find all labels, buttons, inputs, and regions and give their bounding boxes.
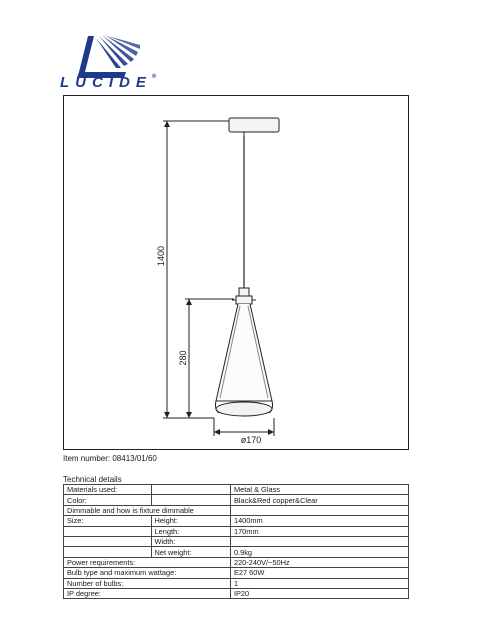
dim-label-total: 1400 [156, 245, 166, 267]
color-label: Color: [64, 495, 152, 505]
materials-label: Materials used: [64, 485, 152, 495]
ip-label: IP degree: [64, 588, 231, 598]
dim-label-shade: 280 [178, 350, 188, 366]
shade-bottom-ellipse [216, 402, 272, 416]
dim-label-diameter: ø170 [240, 435, 262, 445]
pendant-lamp-drawing [64, 96, 410, 451]
dimmable-label: Dimmable and how is fixture dimmable [64, 505, 231, 515]
materials-value: Metal & Glass [230, 485, 408, 495]
ceiling-canopy [229, 118, 279, 132]
power-value: 220-240V/~50Hz [230, 557, 408, 567]
table-row [64, 505, 409, 515]
color-value: Black&Red copper&Clear [230, 495, 408, 505]
cell-empty [64, 536, 152, 546]
arrow-total-bottom [164, 412, 170, 418]
arrow-shade-bottom [186, 412, 192, 418]
height-label: Height: [151, 516, 230, 526]
table-row [64, 557, 409, 567]
brand-name: LUCIDE [60, 74, 152, 91]
num-bulbs-value: 1 [230, 578, 408, 588]
registered-mark: ® [151, 74, 157, 80]
table-row [64, 568, 409, 578]
net-weight-value: 0.9kg [230, 547, 408, 557]
cell-empty [64, 547, 152, 557]
bulb-label: Bulb type and maximum wattage: [64, 568, 231, 578]
arrow-total-top [164, 121, 170, 127]
dimmable-value [230, 505, 408, 515]
width-label: Width: [151, 536, 230, 546]
length-value: 170mm [230, 526, 408, 536]
height-value: 1400mm [230, 516, 408, 526]
lamp-holder-top [239, 288, 249, 296]
net-weight-label: Net weight: [151, 547, 230, 557]
power-label: Power requirements: [64, 557, 231, 567]
technical-details-title: Technical details [63, 475, 122, 484]
arrow-diam-left [214, 429, 220, 435]
cell-empty [151, 495, 230, 505]
technical-details-table [63, 484, 409, 599]
width-value [230, 536, 408, 546]
technical-drawing [63, 95, 409, 450]
table-row [64, 547, 409, 557]
table-row [64, 588, 409, 598]
cell-empty [64, 526, 152, 536]
size-label: Size: [64, 516, 152, 526]
table-row [64, 578, 409, 588]
table-row [64, 485, 409, 495]
table-row [64, 516, 409, 526]
table-row [64, 495, 409, 505]
table-row [64, 536, 409, 546]
length-label: Length: [151, 526, 230, 536]
bulb-value: E27 60W [230, 568, 408, 578]
brand-logo-text [60, 74, 156, 91]
lamp-holder [236, 296, 252, 304]
cell-empty [151, 485, 230, 495]
arrow-diam-right [268, 429, 274, 435]
num-bulbs-label: Number of bulbs: [64, 578, 231, 588]
ip-value: IP20 [230, 588, 408, 598]
table-row [64, 526, 409, 536]
shade-outline [216, 304, 272, 401]
item-number: Item number: 08413/01/60 [63, 454, 157, 463]
arrow-shade-top [186, 299, 192, 305]
